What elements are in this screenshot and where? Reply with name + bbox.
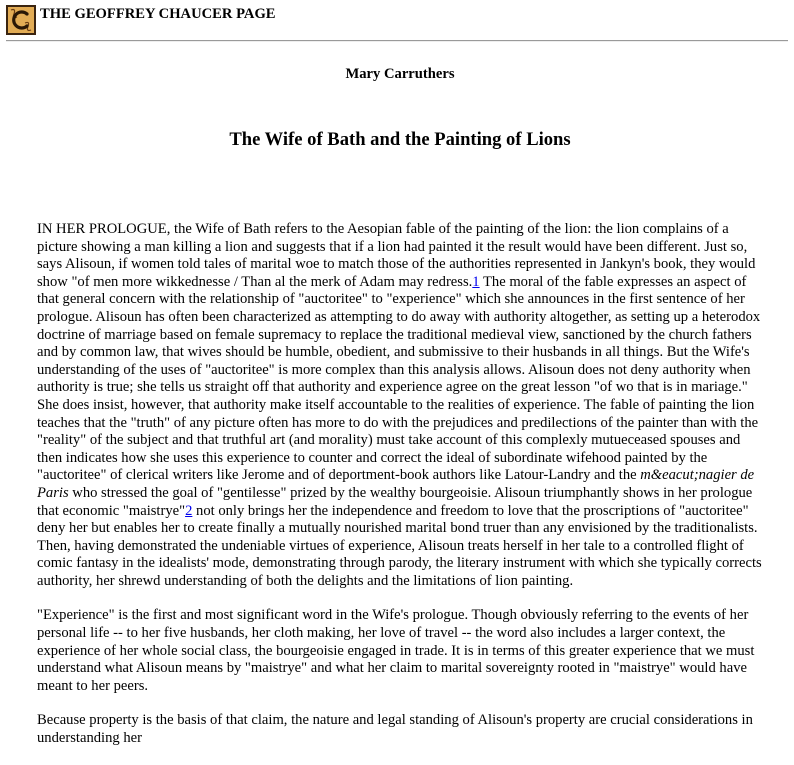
paragraph-1-part-b: The moral of the fable expresses an aspect of that general concern with the relationship of "auctoritee" to "experience" which she announces in the first sentence of her prologue. Alisoun has often been characterized as attempting to do away with authority altogether, as setting up a heterodox doctrine of marriage based on female supremacy to replace the traditional medieval view, sanctioned by the church fathers and by common law, that wives should be humble, obedient, and submissive to their husbands in all things. But the Wife's understanding of the uses of "auctoritee" is more complex than this analysis allows. Alisoun does not deny authority when authority is true; she tells us straight off that authority and experience agree on the great lesson "of wo that is in mariage." She does insist, however, that authority make itself accountable to the realities of experience. The fable of painting the lion teaches that the "truth" of any picture often has more to do with the prejudices and predilections of the painter than with the "reality" of the subject and that truthful art (and morality) must take account of this complexly mutueceased spouses and then indicates how she uses this experience to counter and correct the ideal of subordinate wifehood painted by the "auctoritee" of clerical writers like Jerome and of deportment-book authors like Latour-Landry and the	[37, 273, 761, 484]
site-title[interactable]: THE GEOFFREY CHAUCER PAGE	[40, 6, 276, 22]
article-author: Mary Carruthers	[345, 66, 455, 82]
horizontal-divider	[6, 40, 788, 42]
paragraph-3: Because property is the basis of that claim, the nature and legal standing of Alisoun's property are crucial considerations in understanding her	[37, 712, 753, 747]
paragraph-1	[37, 221, 763, 590]
article-title: The Wife of Bath and the Painting of Lions	[229, 129, 571, 150]
footnote-link-2[interactable]: 2	[185, 502, 193, 519]
paragraph-1-part-a: IN HER PROLOGUE, the Wife of Bath refers to the Aesopian fable of the painting of the lion: the lion complains of a picture showing a man killing a lion and suggests that if a lion had painted it the result would have been different. Just so, says Alisoun, if women told tales of marital woe to match those of the authorities represented in Jankyn's book, they would show "of men more wikkednesse / Than al the merk of Adam may redress.	[37, 221, 756, 290]
chaucer-logo-icon[interactable]	[6, 5, 36, 35]
paragraph-1-part-d: not only brings her the independence and freedom to love that the proscriptions of "auctoritee" deny her but enables her to create finally a mutually nourished marital bond truer than any envisioned by the traditionalists. Then, having demonstrated the undeniable virtues of experience, Alisoun treats herself in her tale to a controlled flight of comic fantasy in the idealists' mode, demonstrating through parody, the literary instrument with which she typically corrects authority, her shrewd understanding of both the delights and the limitations of lion painting.	[37, 502, 762, 589]
footnote-link-1[interactable]: 1	[472, 273, 480, 290]
italic-title: m&eacut;nagier de Paris	[37, 467, 755, 501]
illuminated-letter-icon	[8, 7, 34, 33]
article-body	[37, 221, 763, 765]
paragraph-2: "Experience" is the first and most significant word in the Wife's prologue. Though obviously referring to the events of her personal life -- to her five husbands, her cloth making, her love of travel -- the word also includes a larger context, the experience of her whole social class, the bourgeoisie engaged in trade. It is in terms of this greater experience that we must understand what Alisoun means by "maistrye" and what her claim to marital sovereignty rooted in "maistrye" would have meant to her peers.	[37, 607, 755, 694]
paragraph-1-part-c: who stressed the goal of "gentilesse" prized by the wealthy bourgeoisie. Alisoun triumphantly shows in her prologue that economic "maistrye"	[37, 484, 753, 519]
